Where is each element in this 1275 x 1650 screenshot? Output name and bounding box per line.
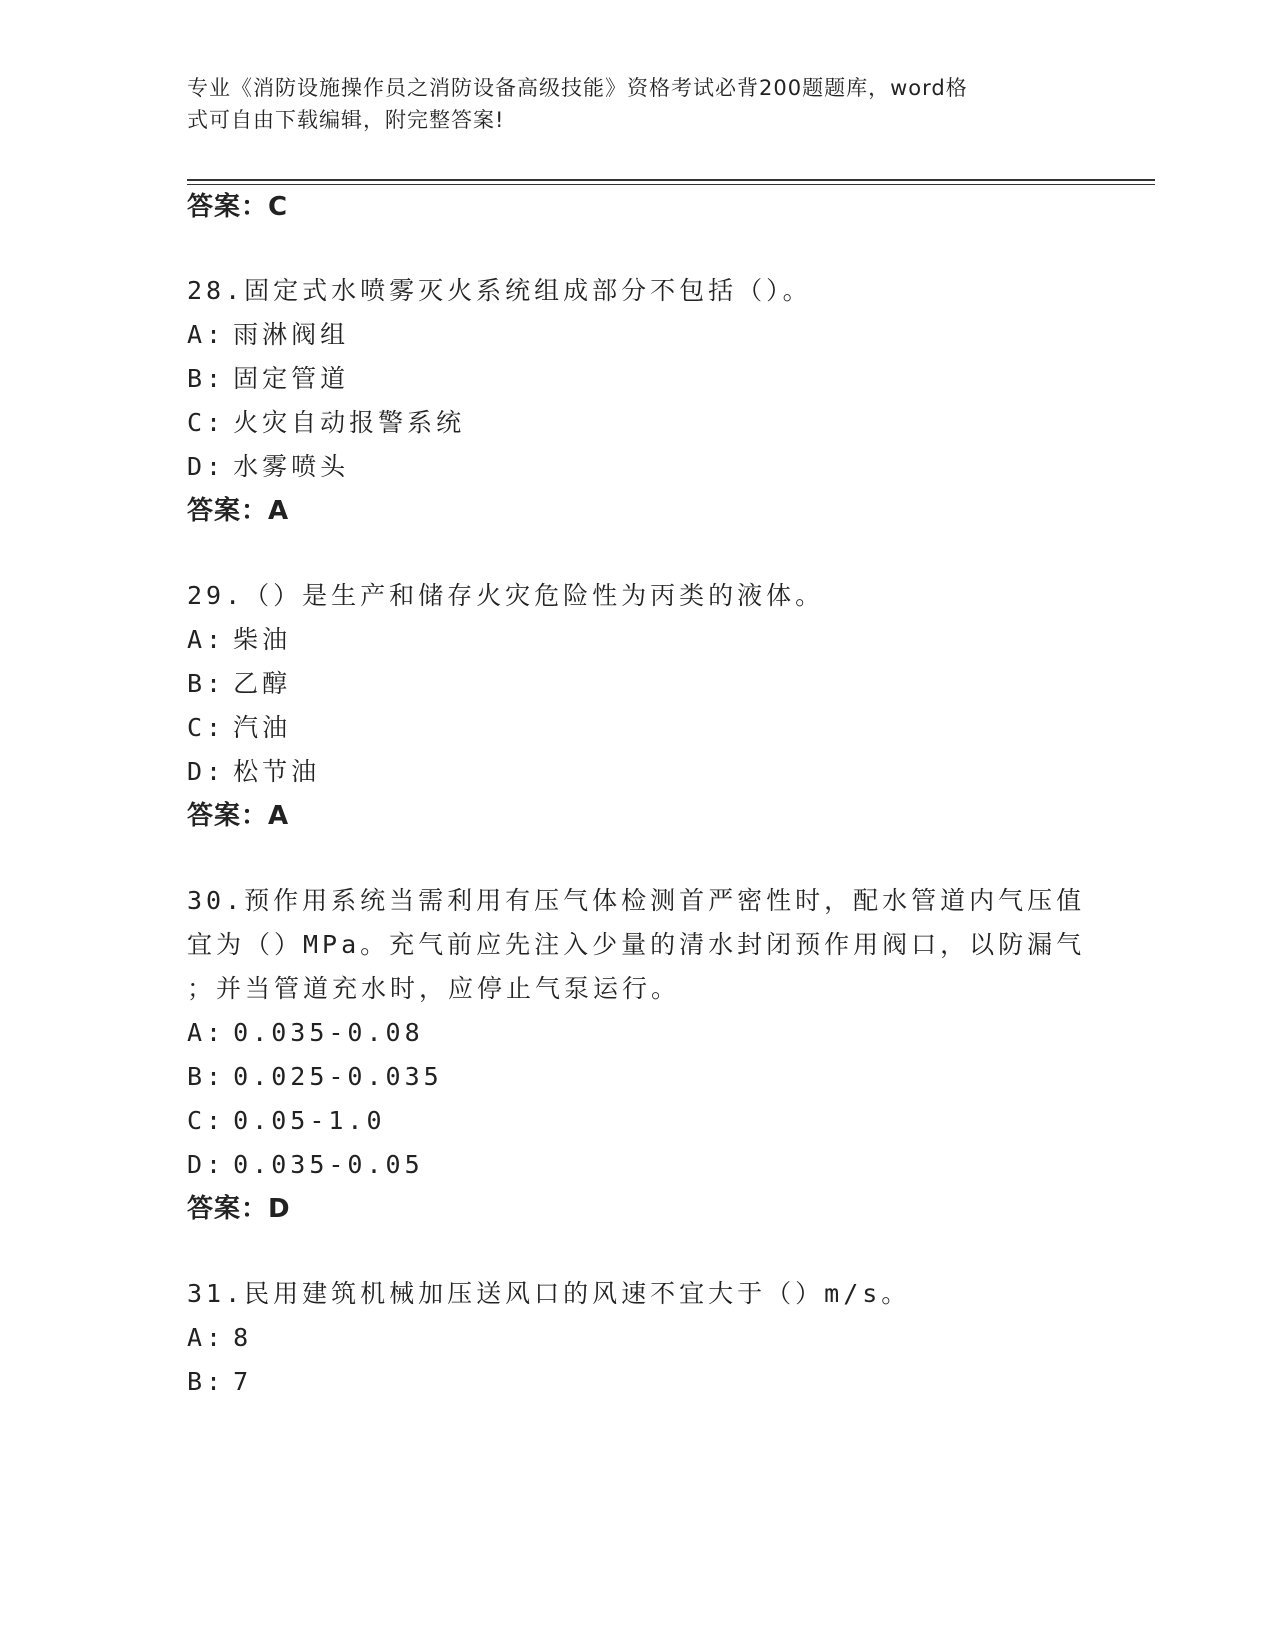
option-letter: A: — [187, 1018, 226, 1047]
question-30-text-line-1: 30.预作用系统当需利用有压气体检测首严密性时，配水管道内气压值 — [187, 886, 1086, 915]
option-text: 松节油 — [233, 757, 321, 786]
header-divider-thick — [187, 179, 1155, 181]
header-line-1: 专业《消防设施操作员之消防设备高级技能》资格考试必背200题题库，word格 — [187, 76, 968, 100]
option-letter: D: — [187, 757, 226, 786]
option-text: 水雾喷头 — [233, 452, 350, 481]
option-text: 0.035-0.08 — [233, 1018, 424, 1047]
question-30-option-d — [187, 1150, 424, 1180]
option-letter: B: — [187, 364, 226, 393]
question-28-text: 28.固定式水喷雾灭火系统组成部分不包括（）。 — [187, 276, 812, 305]
question-29-answer: 答案：A — [187, 801, 290, 831]
option-letter: C: — [187, 1106, 226, 1135]
option-letter: D: — [187, 1150, 226, 1179]
header-line-2: 式可自由下载编辑，附完整答案! — [187, 108, 505, 132]
question-31-option-a — [187, 1323, 252, 1353]
option-text: 7 — [233, 1367, 253, 1396]
question-30-option-c — [187, 1106, 386, 1136]
question-28-option-a — [187, 320, 349, 350]
question-28-answer: 答案：A — [187, 496, 290, 526]
question-28-option-d — [187, 452, 349, 482]
question-30-option-a — [187, 1018, 424, 1048]
document-header — [187, 72, 1087, 136]
option-letter: B: — [187, 1062, 226, 1091]
question-30-text-line-3: ；并当管道充水时，应停止气泵运行。 — [187, 974, 681, 1003]
question-30-answer: 答案：D — [187, 1194, 291, 1224]
answer-line: 答案：C — [187, 192, 289, 222]
option-text: 雨淋阀组 — [233, 320, 350, 349]
option-text: 柴油 — [233, 625, 292, 654]
question-28-option-c — [187, 408, 465, 438]
option-text: 乙醇 — [233, 669, 292, 698]
header-divider-thin — [187, 184, 1155, 185]
option-text: 8 — [233, 1323, 253, 1352]
option-letter: A: — [187, 625, 226, 654]
option-letter: A: — [187, 1323, 226, 1352]
question-31-option-b — [187, 1367, 252, 1397]
question-28-option-b — [187, 364, 349, 394]
option-text: 0.035-0.05 — [233, 1150, 424, 1179]
option-letter: B: — [187, 1367, 226, 1396]
option-letter: C: — [187, 713, 226, 742]
question-29-option-c — [187, 713, 291, 743]
option-letter: C: — [187, 408, 226, 437]
question-31-text: 31.民用建筑机械加压送风口的风速不宜大于（）m/s。 — [187, 1279, 911, 1308]
option-letter: B: — [187, 669, 226, 698]
question-30-option-b — [187, 1062, 443, 1092]
option-text: 汽油 — [233, 713, 292, 742]
option-text: 0.025-0.035 — [233, 1062, 443, 1091]
option-text: 火灾自动报警系统 — [233, 408, 466, 437]
option-letter: A: — [187, 320, 226, 349]
question-29-text: 29.（）是生产和储存火灾危险性为丙类的液体。 — [187, 581, 825, 610]
option-text: 固定管道 — [233, 364, 350, 393]
question-30-text-line-2: 宜为（）MPa。充气前应先注入少量的清水封闭预作用阀口，以防漏气 — [187, 930, 1086, 959]
option-text: 0.05-1.0 — [233, 1106, 386, 1135]
question-29-option-a — [187, 625, 291, 655]
option-letter: D: — [187, 452, 226, 481]
question-29-option-d — [187, 757, 320, 787]
question-29-option-b — [187, 669, 291, 699]
